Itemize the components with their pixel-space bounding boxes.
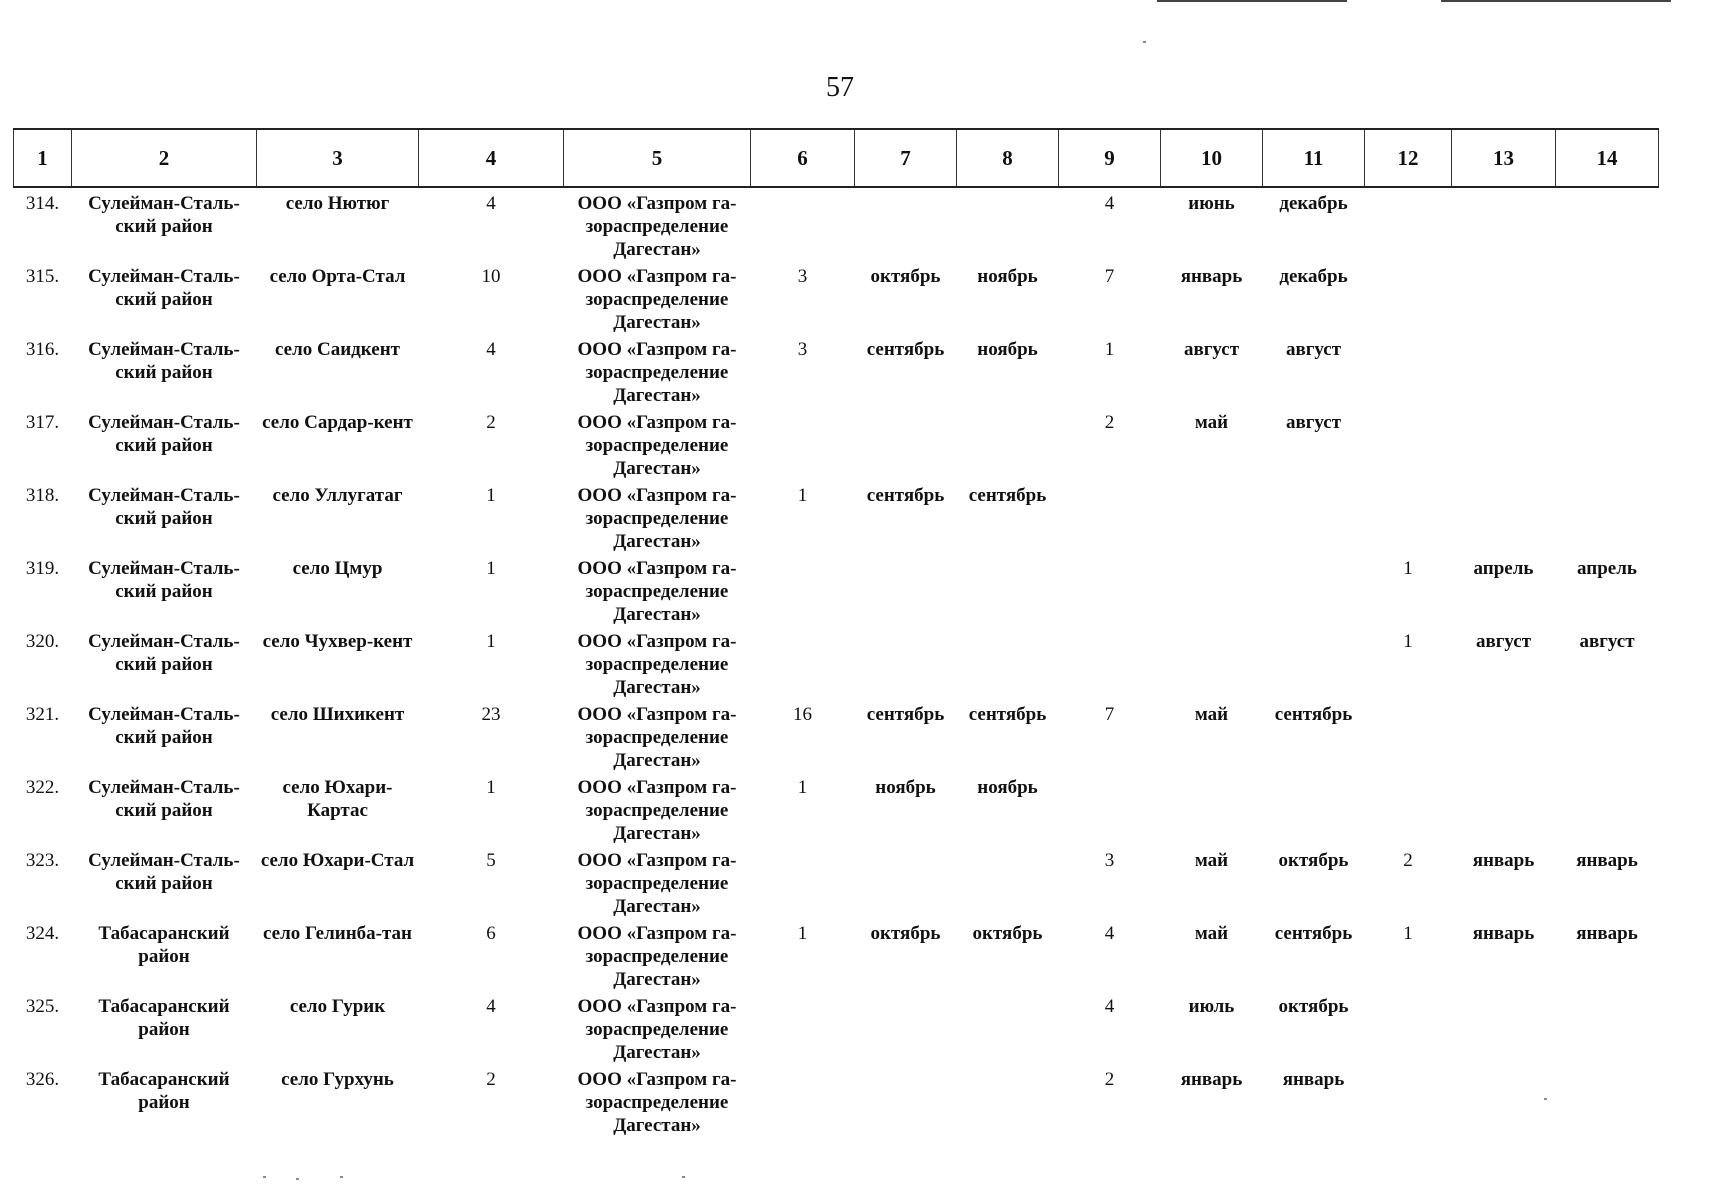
cell-total-count: 5 (486, 850, 496, 871)
cell-count-c (1365, 334, 1452, 407)
cell-end-month-a (957, 991, 1059, 1064)
registry-table (13, 128, 1659, 1137)
cell-row-number: 324. (25, 923, 60, 944)
cell-end-month-b: декабрь (1279, 193, 1348, 214)
header-row (14, 129, 1659, 187)
cell-end-month-c (1556, 1064, 1659, 1137)
cell-count-a: 3 (797, 339, 808, 360)
cell-organization: ООО «Газпром га-зораспределение Дагестан» (577, 996, 737, 1063)
cell-district: Сулейман-Сталь-ский район (88, 558, 240, 602)
column-header-4: 4 (419, 129, 564, 187)
cell-count-b: 1 (1104, 339, 1115, 360)
cell-district: Сулейман-Сталь-ский район (88, 631, 240, 675)
cell-end-month-a: ноябрь (977, 266, 1038, 287)
cell-district: Сулейман-Сталь-ский район (88, 777, 240, 821)
cell-row-number: 316. (25, 339, 60, 360)
cell-district: Сулейман-Сталь-ский район (88, 193, 240, 237)
cell-organization: ООО «Газпром га-зораспределение Дагестан» (577, 558, 737, 625)
cell-count-a (751, 187, 855, 261)
cell-start-month-b (1161, 772, 1263, 845)
column-header-3: 3 (257, 129, 419, 187)
cell-end-month-c (1556, 699, 1659, 772)
cell-settlement: село Орта-Стал (269, 266, 406, 287)
table-row (14, 187, 1659, 261)
cell-count-a (751, 407, 855, 480)
cell-district: Сулейман-Сталь-ский район (88, 850, 240, 894)
scan-speck (682, 1176, 685, 1178)
cell-total-count: 1 (486, 485, 496, 506)
cell-count-b: 3 (1104, 850, 1115, 871)
cell-end-month-b (1263, 626, 1365, 699)
cell-start-month-a (855, 407, 957, 480)
scan-speck (1143, 41, 1146, 43)
cell-count-a (751, 845, 855, 918)
cell-organization: ООО «Газпром га-зораспределение Дагестан» (577, 923, 737, 990)
cell-start-month-a: сентябрь (866, 339, 945, 360)
cell-row-number: 323. (25, 850, 60, 871)
column-header-13: 13 (1452, 129, 1556, 187)
cell-end-month-a: сентябрь (968, 485, 1047, 506)
cell-count-c: 2 (1403, 850, 1413, 871)
cell-end-month-b: август (1285, 339, 1342, 360)
cell-row-number: 317. (25, 412, 60, 433)
cell-end-month-b: октябрь (1278, 850, 1349, 871)
cell-settlement: село Нютюг (285, 193, 390, 214)
cell-start-month-c: январь (1472, 850, 1535, 871)
cell-total-count: 1 (486, 558, 496, 579)
cell-start-month-b: январь (1180, 266, 1243, 287)
cell-count-b: 7 (1104, 704, 1115, 725)
column-header-6: 6 (751, 129, 855, 187)
cell-end-month-a (957, 407, 1059, 480)
cell-district: Табасаранский район (98, 1069, 230, 1113)
cell-count-c (1365, 480, 1452, 553)
cell-count-b: 2 (1104, 1069, 1115, 1090)
table-row (14, 991, 1659, 1064)
cell-end-month-b: сентябрь (1274, 923, 1353, 944)
cell-total-count: 23 (481, 704, 501, 725)
cell-end-month-c (1556, 407, 1659, 480)
cell-start-month-c (1452, 772, 1556, 845)
cell-start-month-a: ноябрь (875, 777, 936, 798)
cell-count-c (1365, 407, 1452, 480)
cell-total-count: 6 (486, 923, 496, 944)
cell-organization: ООО «Газпром га-зораспределение Дагестан» (577, 339, 737, 406)
cell-end-month-c (1556, 187, 1659, 261)
cell-start-month-b: январь (1180, 1069, 1243, 1090)
cell-end-month-c (1556, 991, 1659, 1064)
cell-count-c (1365, 699, 1452, 772)
cell-organization: ООО «Газпром га-зораспределение Дагестан» (577, 631, 737, 698)
cell-count-a: 1 (797, 923, 808, 944)
cell-start-month-b: июнь (1188, 193, 1235, 214)
cell-settlement: село Гелинба-тан (263, 923, 412, 944)
column-header-11: 11 (1263, 129, 1365, 187)
cell-start-month-b: июль (1188, 996, 1235, 1017)
cell-end-month-a (957, 187, 1059, 261)
cell-count-c (1365, 772, 1452, 845)
page-number: 57 (826, 72, 854, 103)
cell-start-month-c (1452, 407, 1556, 480)
cell-count-b (1059, 553, 1161, 626)
cell-organization: ООО «Газпром га-зораспределение Дагестан» (577, 266, 737, 333)
cell-settlement: село Юхари-Картас (282, 777, 393, 821)
table-row (14, 480, 1659, 553)
cell-count-a: 1 (797, 777, 808, 798)
cell-row-number: 325. (25, 996, 60, 1017)
cell-end-month-c (1556, 480, 1659, 553)
cell-count-c: 1 (1403, 631, 1413, 652)
cell-start-month-b: август (1183, 339, 1240, 360)
cell-start-month-b: май (1194, 923, 1229, 944)
cell-settlement: село Уллугатаг (272, 485, 403, 506)
cell-end-month-c: апрель (1577, 558, 1637, 579)
cell-end-month-b (1263, 553, 1365, 626)
cell-settlement: село Чухвер-кент (262, 631, 413, 652)
cell-district: Сулейман-Сталь-ский район (88, 704, 240, 748)
cell-organization: ООО «Газпром га-зораспределение Дагестан» (577, 485, 737, 552)
cell-row-number: 322. (25, 777, 60, 798)
cell-count-c (1365, 991, 1452, 1064)
cell-start-month-c (1452, 1064, 1556, 1137)
cell-settlement: село Саидкент (275, 339, 400, 360)
cell-start-month-a (855, 845, 957, 918)
cell-end-month-c (1556, 772, 1659, 845)
cell-end-month-c: август (1579, 631, 1635, 652)
cell-row-number: 314. (25, 193, 60, 214)
cell-settlement: село Шихикент (270, 704, 405, 725)
cell-settlement: село Гурик (289, 996, 386, 1017)
cell-count-a (751, 991, 855, 1064)
top-rule-left (1157, 0, 1347, 2)
cell-row-number: 319. (25, 558, 60, 579)
cell-count-b: 4 (1104, 923, 1115, 944)
cell-start-month-c (1452, 480, 1556, 553)
cell-end-month-b: сентябрь (1274, 704, 1353, 725)
cell-total-count: 4 (486, 193, 496, 214)
cell-end-month-a (957, 845, 1059, 918)
cell-start-month-b: май (1194, 704, 1229, 725)
cell-end-month-c: январь (1576, 850, 1638, 871)
cell-count-b: 4 (1104, 193, 1115, 214)
cell-row-number: 318. (25, 485, 60, 506)
cell-count-a: 3 (797, 266, 808, 287)
cell-total-count: 1 (486, 631, 496, 652)
cell-end-month-b: декабрь (1279, 266, 1348, 287)
cell-end-month-b (1263, 480, 1365, 553)
top-rule-right (1441, 0, 1671, 2)
cell-end-month-c (1556, 261, 1659, 334)
cell-start-month-a: сентябрь (866, 485, 945, 506)
cell-end-month-a (957, 1064, 1059, 1137)
table-row (14, 699, 1659, 772)
cell-organization: ООО «Газпром га-зораспределение Дагестан» (577, 412, 737, 479)
cell-start-month-a: октябрь (870, 266, 941, 287)
cell-settlement: село Цмур (292, 558, 383, 579)
cell-count-a (751, 1064, 855, 1137)
cell-start-month-a (855, 991, 957, 1064)
cell-row-number: 315. (25, 266, 60, 287)
cell-count-a: 1 (797, 485, 808, 506)
cell-settlement: село Сардар-кент (262, 412, 413, 433)
cell-district: Сулейман-Сталь-ский район (88, 412, 240, 456)
column-header-12: 12 (1365, 129, 1452, 187)
cell-total-count: 2 (486, 412, 496, 433)
cell-organization: ООО «Газпром га-зораспределение Дагестан» (577, 193, 737, 260)
cell-end-month-a (957, 553, 1059, 626)
column-header-1: 1 (14, 129, 72, 187)
cell-settlement: село Юхари-Стал (260, 850, 415, 871)
cell-start-month-c (1452, 334, 1556, 407)
cell-count-a (751, 553, 855, 626)
cell-start-month-b: май (1194, 412, 1229, 433)
cell-total-count: 1 (486, 777, 496, 798)
cell-start-month-c: январь (1472, 923, 1535, 944)
scan-speck (1544, 1098, 1547, 1100)
cell-start-month-c (1452, 261, 1556, 334)
cell-count-c (1365, 261, 1452, 334)
table-row (14, 334, 1659, 407)
scan-speck (340, 1176, 343, 1178)
scan-speck (263, 1176, 266, 1178)
cell-count-c: 1 (1403, 558, 1413, 579)
cell-settlement: село Гурхунь (281, 1069, 394, 1090)
cell-count-b (1059, 480, 1161, 553)
cell-count-b (1059, 772, 1161, 845)
cell-row-number: 320. (25, 631, 60, 652)
cell-organization: ООО «Газпром га-зораспределение Дагестан» (577, 777, 737, 844)
cell-start-month-b (1161, 553, 1263, 626)
cell-end-month-a (957, 626, 1059, 699)
registry-table-container (13, 128, 1658, 1136)
cell-start-month-a (855, 626, 957, 699)
table-row (14, 407, 1659, 480)
cell-start-month-c (1452, 991, 1556, 1064)
cell-organization: ООО «Газпром га-зораспределение Дагестан» (577, 850, 737, 917)
cell-start-month-a (855, 553, 957, 626)
cell-start-month-c (1452, 699, 1556, 772)
cell-organization: ООО «Газпром га-зораспределение Дагестан» (577, 704, 737, 771)
column-header-8: 8 (957, 129, 1059, 187)
cell-count-b: 2 (1104, 412, 1115, 433)
cell-district: Сулейман-Сталь-ский район (88, 485, 240, 529)
cell-start-month-a: октябрь (870, 923, 941, 944)
cell-start-month-a (855, 1064, 957, 1137)
cell-start-month-c: апрель (1473, 558, 1534, 579)
cell-end-month-a: ноябрь (977, 339, 1038, 360)
cell-start-month-b (1161, 626, 1263, 699)
cell-end-month-b: октябрь (1278, 996, 1349, 1017)
column-header-7: 7 (855, 129, 957, 187)
cell-start-month-a (855, 187, 957, 261)
scan-speck (296, 1178, 299, 1180)
cell-count-b: 4 (1104, 996, 1115, 1017)
cell-end-month-c (1556, 334, 1659, 407)
cell-total-count: 10 (481, 266, 501, 287)
cell-start-month-b (1161, 480, 1263, 553)
table-row (14, 261, 1659, 334)
column-header-5: 5 (564, 129, 751, 187)
column-header-10: 10 (1161, 129, 1263, 187)
cell-start-month-b: май (1194, 850, 1229, 871)
table-body (14, 187, 1659, 1137)
table-row (14, 1064, 1659, 1137)
table-row (14, 553, 1659, 626)
cell-start-month-a: сентябрь (866, 704, 945, 725)
cell-organization: ООО «Газпром га-зораспределение Дагестан» (577, 1069, 737, 1136)
cell-count-b (1059, 626, 1161, 699)
cell-row-number: 321. (25, 704, 60, 725)
table-row (14, 772, 1659, 845)
cell-start-month-c (1452, 187, 1556, 261)
cell-end-month-a: октябрь (972, 923, 1043, 944)
cell-end-month-a: ноябрь (977, 777, 1038, 798)
cell-row-number: 326. (25, 1069, 60, 1090)
table-row (14, 918, 1659, 991)
cell-end-month-b: август (1285, 412, 1342, 433)
cell-start-month-c: август (1475, 631, 1532, 652)
cell-district: Табасаранский район (98, 996, 230, 1040)
cell-total-count: 4 (486, 339, 496, 360)
cell-district: Табасаранский район (98, 923, 230, 967)
cell-count-c: 1 (1403, 923, 1413, 944)
column-header-9: 9 (1059, 129, 1161, 187)
cell-end-month-b (1263, 772, 1365, 845)
table-row (14, 626, 1659, 699)
cell-count-c (1365, 1064, 1452, 1137)
cell-count-b: 7 (1104, 266, 1115, 287)
cell-count-a: 16 (793, 704, 812, 725)
cell-district: Сулейман-Сталь-ский район (88, 339, 240, 383)
cell-end-month-a: сентябрь (968, 704, 1047, 725)
cell-end-month-b: январь (1282, 1069, 1345, 1090)
cell-count-c (1365, 187, 1452, 261)
cell-total-count: 4 (486, 996, 496, 1017)
cell-district: Сулейман-Сталь-ский район (88, 266, 240, 310)
cell-total-count: 2 (486, 1069, 496, 1090)
column-header-14: 14 (1556, 129, 1659, 187)
cell-count-a (751, 626, 855, 699)
cell-end-month-c: январь (1576, 923, 1638, 944)
table-row (14, 845, 1659, 918)
column-header-2: 2 (72, 129, 257, 187)
